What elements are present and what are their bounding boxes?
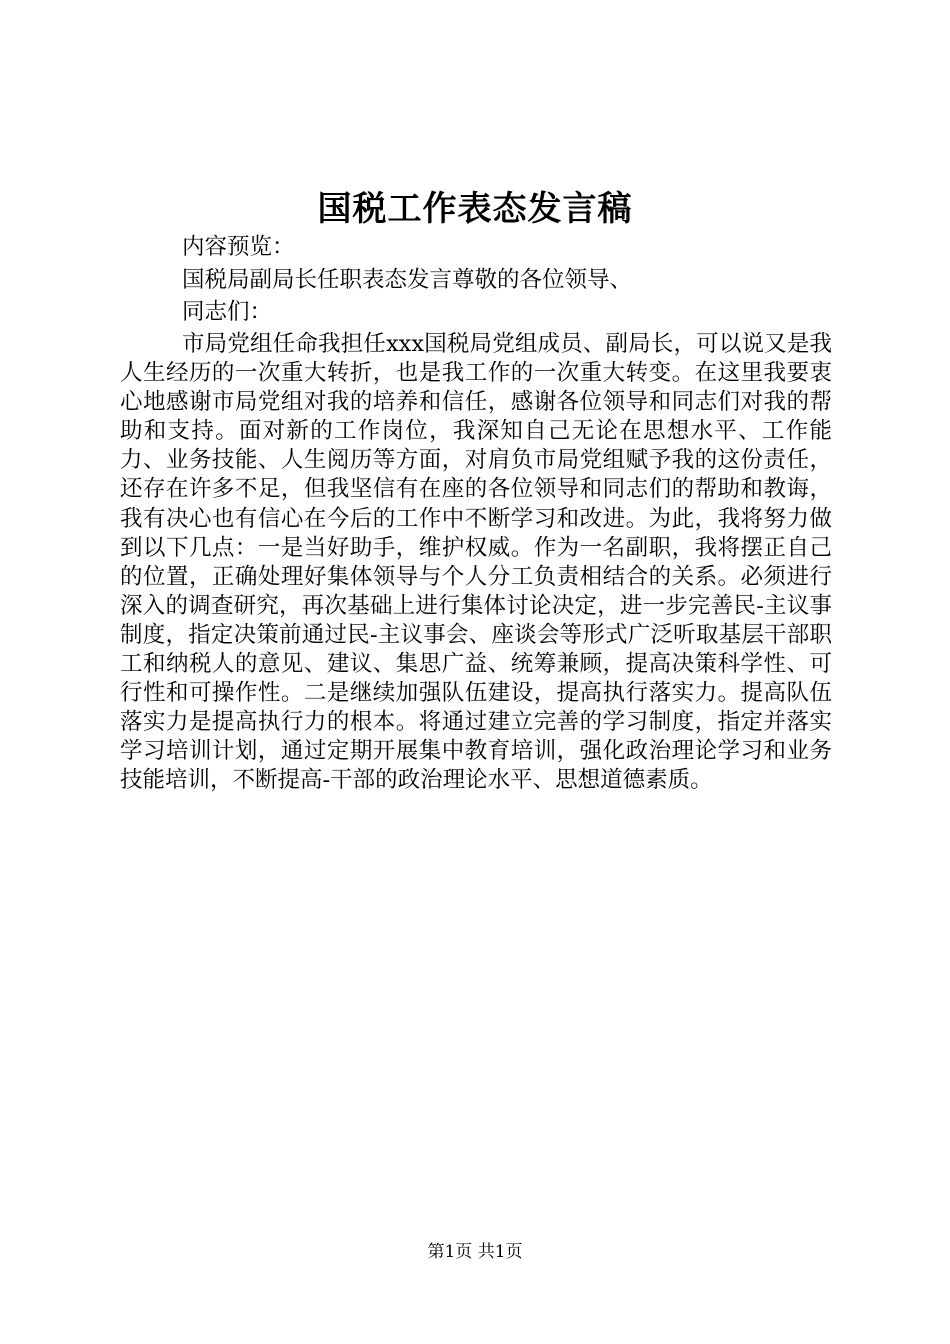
body-paragraph: 市局党组任命我担任xxx国税局党组成员、副局长，可以说又是我人生经历的一次重大转折，也是我工作的一次重大转变。在这里我要衷心地感谢市局党组对我的培养和信任，感谢各位领导和同志们对我的帮助和支持。面对新的工作岗位，我深知自己无论在思想水平、工作能力、业务技能、人生阅历等方面，对肩负市局党组赋予我的这份责任，还存在许多不足，但我坚信有在座的各位领导和同志们的帮助和教诲，我有决心也有信心在今后的工作中不断学习和改进。为此，我将努力做到以下几点：一是当好助手，维护权威。作为一名副职，我将摆正自己的位置，正确处理好集体领导与个人分工负责相结合的关系。必须进行深入的调查研究，再次基础上进行集体讨论决定，进一步完善民-主议事制度，指定决策前通过民-主议事会、座谈会等形式广泛听取基层干部职工和纳税人的意见、建议、集思广益、统筹兼顾，提高决策科学性、可行性和可操作性。二是继续加强队伍建设，提高执行落实力。提高队伍落实力是提高执行力的根本。将通过建立完善的学习制度，指定并落实学习培训计划，通过定期开展集中教育培训，强化政治理论学习和业务技能培训，不断提高-干部的政治理论水平、思想道德素质。	[120, 331, 832, 794]
page-footer: 第1页 共1页	[427, 1242, 523, 1262]
preview-label: 内容预览：	[182, 234, 295, 260]
intro-line: 国税局副局长任职表态发言尊敬的各位领导、	[182, 267, 633, 293]
salutation: 同志们：	[182, 299, 273, 325]
document-title: 国税工作表态发言稿	[317, 189, 633, 229]
